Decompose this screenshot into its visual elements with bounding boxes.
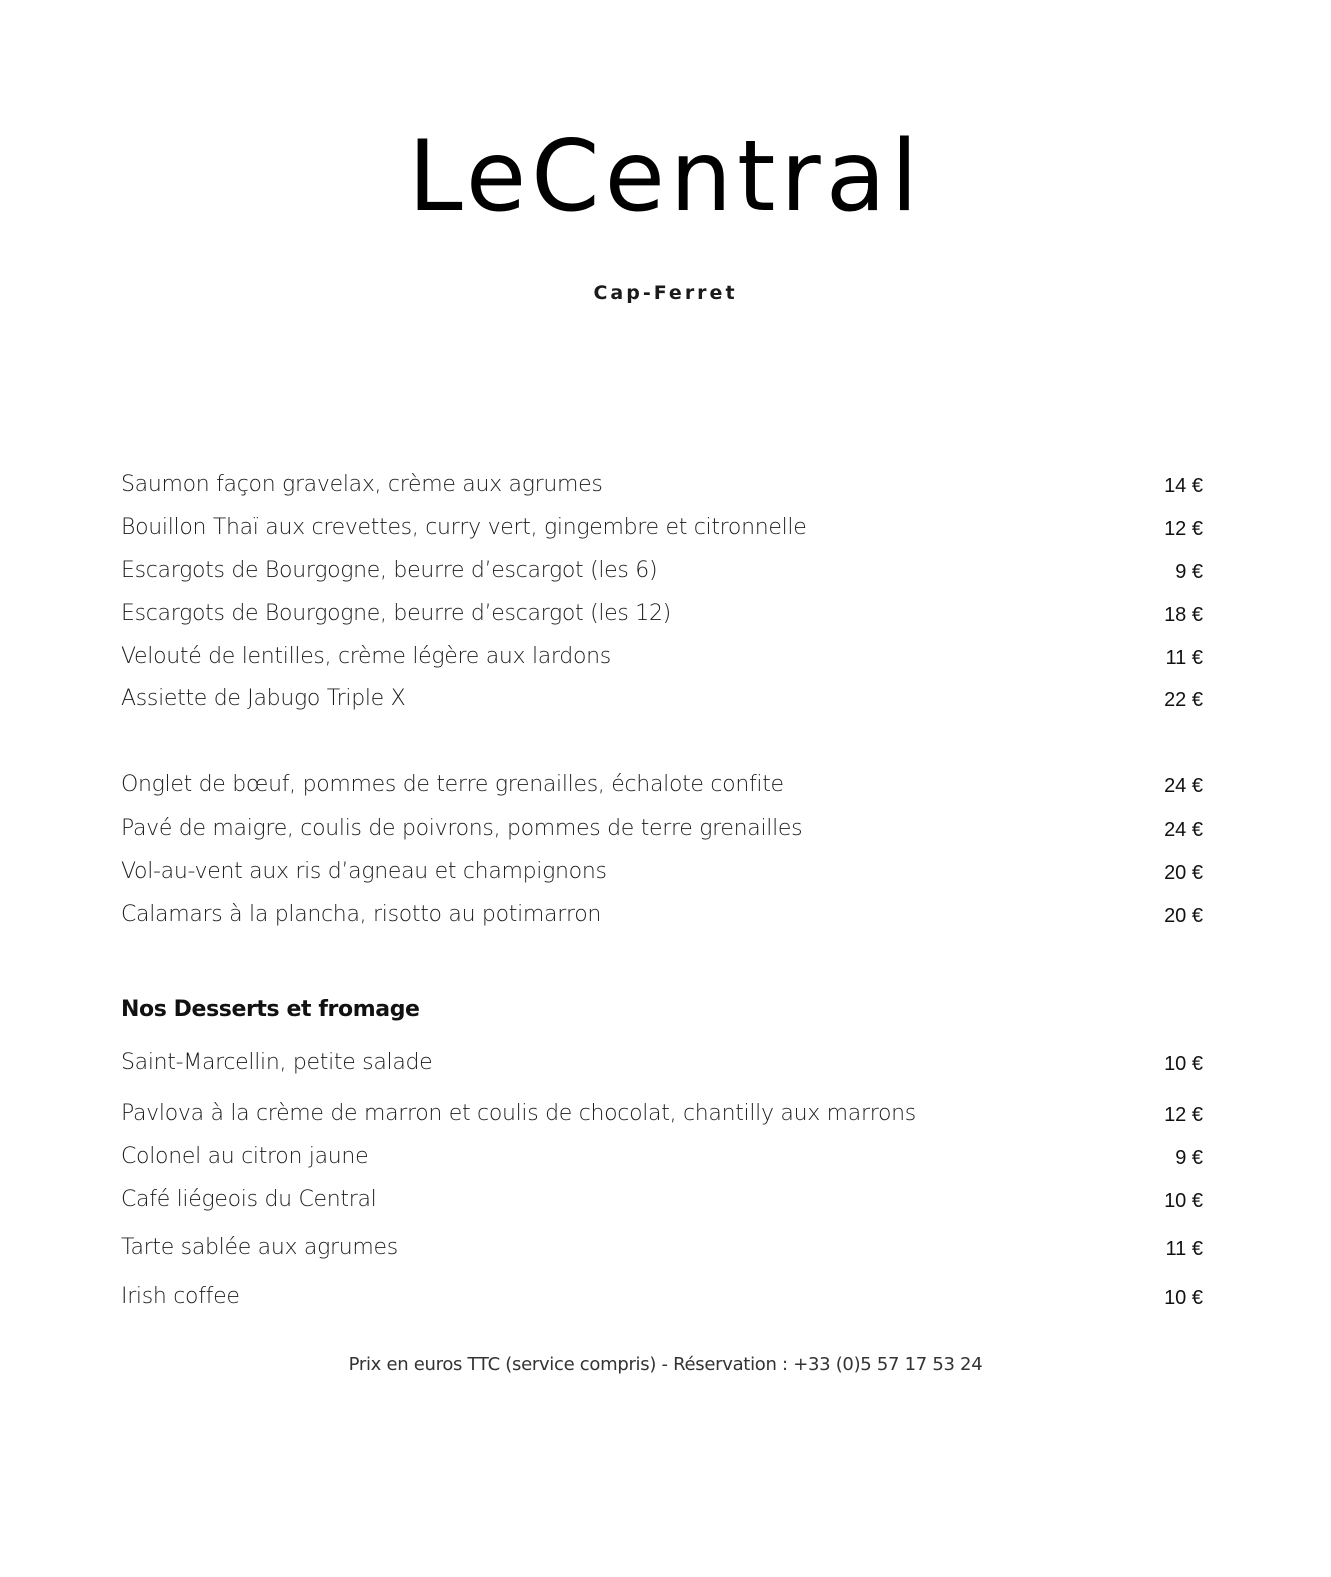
menu-item	[121, 558, 1203, 590]
menu-item-price: 24 €	[1164, 819, 1203, 841]
menu-item-price: 20 €	[1164, 905, 1203, 927]
menu-item	[121, 1235, 1203, 1267]
menu-item-name: Saint-Marcellin, petite salade	[121, 1050, 433, 1075]
menu-item-price: 18 €	[1164, 604, 1203, 626]
menu-item	[121, 1101, 1203, 1133]
menu-item-name: Pavé de maigre, coulis de poivrons, pommes de terre grenailles	[121, 816, 803, 841]
menu-item-name: Onglet de bœuf, pommes de terre grenailles, échalote confite	[121, 772, 784, 797]
menu-item-name: Pavlova à la crème de marron et coulis de chocolat, chantilly aux marrons	[121, 1101, 916, 1126]
menu-item-price: 10 €	[1164, 1287, 1203, 1309]
menu-item-name: Velouté de lentilles, crème légère aux lardons	[121, 644, 611, 669]
restaurant-location: Cap-Ferret	[593, 282, 738, 304]
menu-item-price: 11 €	[1165, 1238, 1203, 1260]
menu-item	[121, 515, 1203, 547]
menu-item-price: 22 €	[1164, 689, 1203, 711]
menu-item	[121, 772, 1203, 804]
menu-item-name: Assiette de Jabugo Triple X	[121, 686, 406, 711]
menu-item	[121, 1050, 1203, 1082]
menu-item-price: 10 €	[1164, 1053, 1203, 1075]
menu-item-price: 9 €	[1175, 561, 1203, 583]
menu-item-name: Irish coffee	[121, 1284, 240, 1309]
menu-item-name: Saumon façon gravelax, crème aux agrumes	[121, 472, 603, 497]
menu-item	[121, 472, 1203, 504]
menu-item	[121, 1284, 1203, 1316]
menu-item-name: Vol-au-vent aux ris d’agneau et champignons	[121, 859, 607, 884]
menu-item-price: 11 €	[1165, 647, 1203, 669]
menu-item-price: 20 €	[1164, 862, 1203, 884]
menu-item-name: Tarte sablée aux agrumes	[121, 1235, 398, 1260]
desserts-heading: Nos Desserts et fromage	[121, 997, 420, 1022]
menu-item	[121, 644, 1203, 676]
menu-item	[121, 859, 1203, 891]
menu-item-price: 9 €	[1175, 1147, 1203, 1169]
menu-item-name: Bouillon Thaï aux crevettes, curry vert, gingembre et citronnelle	[121, 515, 807, 540]
menu-item-name: Calamars à la plancha, risotto au potimarron	[121, 902, 602, 927]
menu-item	[121, 1144, 1203, 1176]
menu-item	[121, 902, 1203, 934]
menu-item-price: 14 €	[1164, 475, 1203, 497]
menu-item-name: Escargots de Bourgogne, beurre d’escargot (les 6)	[121, 558, 658, 583]
menu-item-price: 12 €	[1164, 518, 1203, 540]
menu-item	[121, 1187, 1203, 1219]
menu-item-name: Colonel au citron jaune	[121, 1144, 369, 1169]
menu-item	[121, 686, 1203, 718]
restaurant-name: LeCentral	[408, 120, 923, 234]
menu-item-name: Café liégeois du Central	[121, 1187, 377, 1212]
menu-item-name: Escargots de Bourgogne, beurre d’escargot (les 12)	[121, 601, 671, 626]
menu-item-price: 10 €	[1164, 1190, 1203, 1212]
footer-note: Prix en euros TTC (service compris) - Réservation : +33 (0)5 57 17 53 24	[348, 1354, 983, 1375]
menu-item	[121, 816, 1203, 848]
menu-item-price: 12 €	[1164, 1104, 1203, 1126]
menu-item-price: 24 €	[1164, 775, 1203, 797]
menu-item	[121, 601, 1203, 633]
